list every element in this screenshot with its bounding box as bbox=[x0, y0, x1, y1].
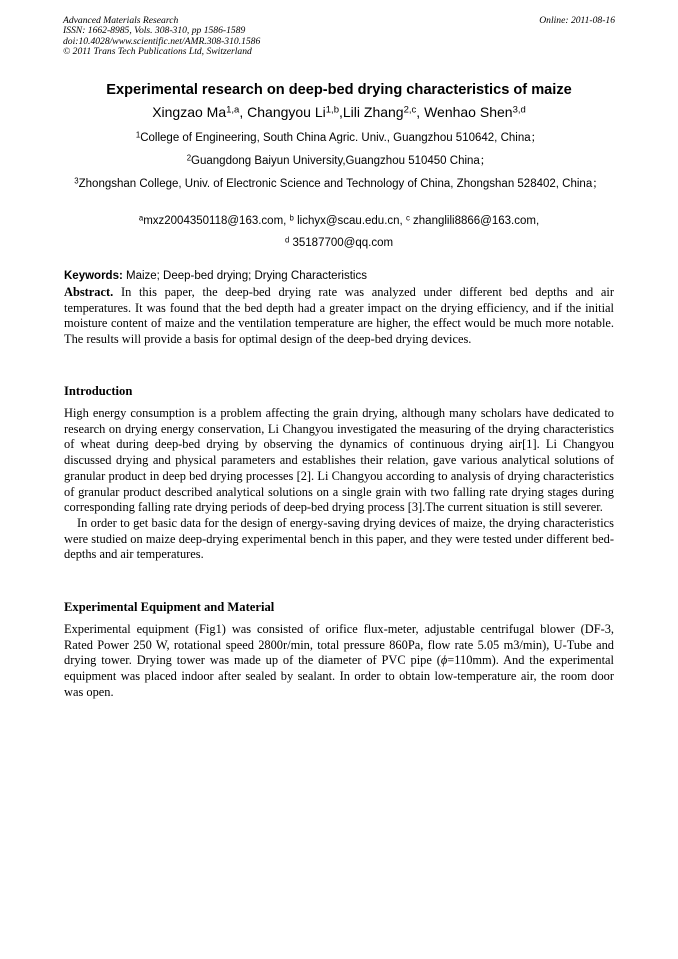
email-sup: a bbox=[138, 213, 144, 223]
introduction-heading: Introduction bbox=[64, 384, 133, 398]
author-sep: , bbox=[416, 104, 425, 120]
abstract-label: Abstract. bbox=[64, 285, 114, 299]
email-line-1 bbox=[50, 214, 628, 229]
abstract-text: In this paper, the deep-bed drying rate was analyzed under different bed depths and air temperatures. It was found that the bed depth had a greater impact on the drying efficiency, and if the initial moisture content of maize and the ventilation temperature are higher, the effect would be much more notable. The results will provide a basis for optimal design of the deep-bed drying devices. bbox=[64, 285, 614, 347]
equipment-text-b: =110mm). And the experimental equipment was placed indoor after sealed by sealant. In order to obtain low-temperature air, the room door was open. bbox=[64, 653, 614, 699]
affiliation-sup: 2 bbox=[186, 153, 192, 163]
affiliation-3 bbox=[64, 177, 614, 192]
affiliation-1 bbox=[50, 131, 628, 146]
affiliation-2 bbox=[50, 154, 628, 169]
journal-header bbox=[63, 16, 615, 58]
author-sup: 1,a bbox=[226, 104, 240, 116]
phi-symbol: ϕ bbox=[440, 653, 448, 668]
keywords-text: Maize; Deep-bed drying; Drying Characteristics bbox=[122, 270, 367, 282]
author-sep: , bbox=[239, 104, 248, 120]
author-sup: 2,c bbox=[403, 104, 417, 116]
email-d: 35187700@qq.com bbox=[289, 237, 394, 249]
affiliation-sup: 3 bbox=[74, 176, 79, 186]
email-line-2 bbox=[50, 236, 628, 251]
affiliation-text: College of Engineering, South China Agric. Univ., Guangzhou 510642, China； bbox=[140, 132, 543, 144]
online-date: Online: 2011-08-16 bbox=[539, 15, 615, 26]
keywords bbox=[64, 270, 367, 282]
affiliation-text: Guangdong Baiyun University,Guangzhou 510450 China； bbox=[191, 155, 492, 167]
email-b: lichyx@scau.edu.cn, bbox=[293, 215, 406, 227]
paper-title: Experimental research on deep-bed drying characteristics of maize bbox=[106, 82, 572, 98]
doi-line: doi:10.4028/www.scientific.net/AMR.308-310.1586 bbox=[63, 35, 261, 47]
author-name: Lili Zhang bbox=[342, 104, 404, 120]
email-sup: c bbox=[405, 213, 410, 223]
keywords-label: Keywords: bbox=[64, 270, 123, 282]
email-sup: b bbox=[289, 213, 294, 223]
email-c: zhanglili8866@163.com, bbox=[409, 215, 540, 227]
email-sup: d bbox=[284, 235, 290, 245]
affiliation-text: Zhongshan College, Univ. of Electronic Science and Technology of China, Zhongshan 528402, China； bbox=[78, 178, 604, 190]
author-list bbox=[40, 104, 638, 120]
author-name: Changyou Li bbox=[247, 104, 326, 120]
introduction-paragraph-2: In order to get basic data for the design of energy-saving drying devices of maize, the drying characteristics were studied on maize deep-drying experimental bench in this paper, and they were tested under different bed-depths and air temperatures. bbox=[64, 515, 614, 562]
abstract bbox=[64, 285, 614, 348]
issn-line: ISSN: 1662-8985, Vols. 308-310, pp 1586-1589 bbox=[63, 25, 246, 37]
author-sup: 1,b bbox=[325, 104, 339, 116]
author-name: Wenhao Shen bbox=[424, 104, 513, 120]
equipment-heading: Experimental Equipment and Material bbox=[64, 600, 275, 614]
email-a: mxz2004350118@163.com, bbox=[143, 215, 290, 227]
author-sep: , bbox=[339, 104, 343, 120]
author-name: Xingzao Ma bbox=[152, 104, 227, 120]
copyright-line: © 2011 Trans Tech Publications Ltd, Switzerland bbox=[63, 46, 252, 58]
equipment-text-a: Experimental equipment (Fig1) was consisted of orifice flux-meter, adjustable centrifugal blower (DF-3, Rated Power 250 W, rotational speed 2800r/min, total pressure 860Pa, flow rate 5.05 m3/min), U-Tube and drying tower. Drying tower was made up of the diameter of PVC pipe ( bbox=[64, 622, 614, 668]
journal-name: Advanced Materials Research bbox=[63, 15, 179, 26]
author-sup: 3,d bbox=[512, 104, 526, 116]
introduction-body bbox=[64, 406, 614, 563]
affiliation-sup: 1 bbox=[135, 130, 141, 140]
equipment-paragraph bbox=[64, 622, 614, 701]
introduction-paragraph-1: High energy consumption is a problem affecting the grain drying, although many scholars have dedicated to research on drying energy conservation, Li Changyou investigated the measuring of the drying characteristics of wheat during deep-bed drying by observing the dynamics of continuous drying air[1]. Li Changyou discussed drying and physical parameters and establishes their relation, gave various analytical solutions of granular product in deep bed drying processes [2]. Li Changyou according to analysis of drying characteristics of granular product described analytical solutions on a single grain with two falling rate drying stages during corresponding falling rate drying periods of deep-bed drying process [3].The current situation is still severer. bbox=[64, 406, 614, 515]
